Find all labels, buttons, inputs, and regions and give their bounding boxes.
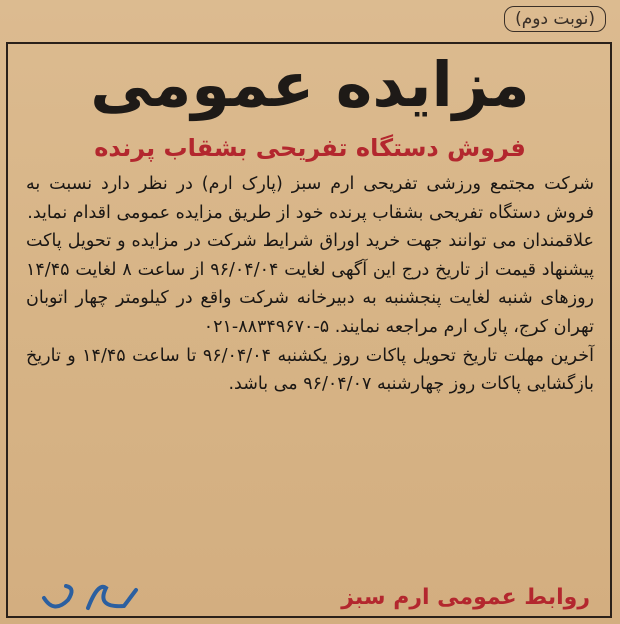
paragraph-intro: شرکت مجتمع ورزشی تفریحی ارم سبز (پارک ارم) در نظر دارد نسبت به فروش دستگاه تفریحی بشقاب پرنده خود از طریق مزایده عمومی اقدام نماید. bbox=[26, 174, 594, 223]
publisher-signature: روابط عمومی ارم سبز bbox=[341, 585, 590, 610]
paragraph-instructions-text: علاقمندان می توانند جهت خرید اوراق شرایط شرکت در مزایده و تحویل پاکت پیشنهاد قیمت از تاریخ درج این آگهی لغایت ۹۶/۰۴/۰۴ از ساعت ۸ لغایت ۱۴/۴۵ روزهای شنبه لغایت پنجشنبه به دبیرخانه شرکت واقع در کیلومتر چهار اتوبان تهران کرج، پارک ارم مراجعه نمایند. bbox=[26, 231, 595, 337]
ad-subtitle: فروش دستگاه تفریحی بشقاب پرنده bbox=[94, 134, 526, 162]
stamp-stroke-2 bbox=[88, 587, 136, 608]
handwritten-number-stamp bbox=[36, 578, 146, 620]
page-title: مزایده عمومی bbox=[90, 48, 530, 121]
stamp-stroke-1 bbox=[44, 586, 72, 607]
paragraph-deadline: آخرین مهلت تاریخ تحویل پاکات روز یکشنبه ۹۶/۰۴/۰۴ تا ساعت ۱۴/۴۵ و تاریخ بازگشایی پاکات روز چهارشنبه ۹۶/۰۴/۰۷ می باشد. bbox=[26, 345, 594, 395]
ad-body bbox=[26, 170, 594, 399]
round-badge: (نوبت دوم) bbox=[504, 6, 606, 32]
paragraph-instructions bbox=[26, 227, 594, 341]
phone-number: ۰۲۱-۸۸۳۴۹۶۷۰-۵ bbox=[203, 316, 330, 337]
